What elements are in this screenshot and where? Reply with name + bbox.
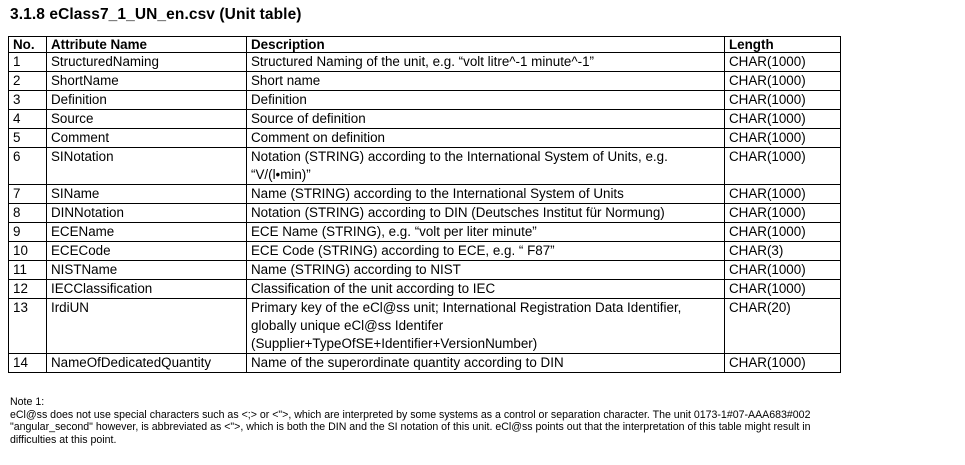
cell-attribute-name: NameOfDedicatedQuantity <box>47 354 247 373</box>
cell-attribute-name: IECClassification <box>47 280 247 299</box>
footnote-text: eCl@ss does not use special characters such as <;> or <">, which are interpreted by some systems as a control or separation character. The unit 0173-1#07-AAA683#002 "angular_second" however, is abbreviated as <">, which is both the DIN and the SI notation of this unit. eCl@ss points out that the interpretation of this table might result in difficulties at this point. <box>10 408 811 446</box>
cell-length: CHAR(1000) <box>725 280 841 299</box>
cell-description: Classification of the unit according to IEC <box>247 280 725 299</box>
cell-attribute-name: DINNotation <box>47 204 247 223</box>
column-header-description: Description <box>247 37 725 53</box>
cell-attribute-name: Comment <box>47 129 247 148</box>
cell-description: Short name <box>247 72 725 91</box>
cell-attribute-name: NISTName <box>47 261 247 280</box>
cell-length: CHAR(3) <box>725 242 841 261</box>
cell-attribute-name: SINotation <box>47 148 247 185</box>
table-row <box>9 261 841 280</box>
cell-no: 13 <box>9 299 47 354</box>
cell-no: 14 <box>9 354 47 373</box>
table-row <box>9 53 841 72</box>
cell-length: CHAR(1000) <box>725 223 841 242</box>
table-row <box>9 148 841 185</box>
cell-no: 5 <box>9 129 47 148</box>
table-row <box>9 223 841 242</box>
cell-length: CHAR(1000) <box>725 185 841 204</box>
table-row <box>9 242 841 261</box>
cell-attribute-name: IrdiUN <box>47 299 247 354</box>
table-row <box>9 280 841 299</box>
table-row <box>9 91 841 110</box>
cell-no: 4 <box>9 110 47 129</box>
cell-description: Comment on definition <box>247 129 725 148</box>
cell-description: ECE Name (STRING), e.g. “volt per liter minute” <box>247 223 725 242</box>
cell-description: Definition <box>247 91 725 110</box>
cell-no: 6 <box>9 148 47 185</box>
cell-description: Source of definition <box>247 110 725 129</box>
cell-description: Name (STRING) according to the International System of Units <box>247 185 725 204</box>
cell-description: Primary key of the eCl@ss unit; International Registration Data Identifier, globally unique eCl@ss Identifer (Supplier+TypeOfSE+Identifier+VersionNumber) <box>247 299 725 354</box>
column-header-length: Length <box>725 37 841 53</box>
table-row <box>9 354 841 373</box>
cell-length: CHAR(1000) <box>725 91 841 110</box>
cell-no: 7 <box>9 185 47 204</box>
table-header-row <box>9 37 841 53</box>
cell-no: 8 <box>9 204 47 223</box>
cell-no: 12 <box>9 280 47 299</box>
cell-attribute-name: ShortName <box>47 72 247 91</box>
cell-description: Name (STRING) according to NIST <box>247 261 725 280</box>
cell-length: CHAR(1000) <box>725 354 841 373</box>
cell-length: CHAR(1000) <box>725 72 841 91</box>
cell-description: Name of the superordinate quantity according to DIN <box>247 354 725 373</box>
cell-length: CHAR(1000) <box>725 261 841 280</box>
footnote <box>10 396 840 446</box>
table-row <box>9 129 841 148</box>
cell-attribute-name: Definition <box>47 91 247 110</box>
cell-attribute-name: ECEName <box>47 223 247 242</box>
table-row <box>9 110 841 129</box>
cell-no: 10 <box>9 242 47 261</box>
table-row <box>9 185 841 204</box>
cell-length: CHAR(1000) <box>725 148 841 185</box>
table-row <box>9 299 841 354</box>
cell-length: CHAR(1000) <box>725 129 841 148</box>
cell-description: ECE Code (STRING) according to ECE, e.g. “ F87” <box>247 242 725 261</box>
cell-no: 3 <box>9 91 47 110</box>
unit-table <box>8 36 841 373</box>
cell-attribute-name: ECECode <box>47 242 247 261</box>
cell-no: 2 <box>9 72 47 91</box>
table-row <box>9 72 841 91</box>
cell-description: Notation (STRING) according to DIN (Deutsches Institut für Normung) <box>247 204 725 223</box>
column-header-attribute-name: Attribute Name <box>47 37 247 53</box>
cell-length: CHAR(20) <box>725 299 841 354</box>
cell-length: CHAR(1000) <box>725 204 841 223</box>
cell-no: 11 <box>9 261 47 280</box>
cell-attribute-name: Source <box>47 110 247 129</box>
cell-description: Structured Naming of the unit, e.g. “volt litre^-1 minute^-1” <box>247 53 725 72</box>
cell-description: Notation (STRING) according to the International System of Units, e.g. “V/(l•min)” <box>247 148 725 185</box>
section-heading: 3.1.8 eClass7_1_UN_en.csv (Unit table) <box>10 6 302 23</box>
cell-no: 1 <box>9 53 47 72</box>
footnote-title: Note 1: <box>10 396 45 408</box>
cell-length: CHAR(1000) <box>725 53 841 72</box>
cell-attribute-name: StructuredNaming <box>47 53 247 72</box>
cell-length: CHAR(1000) <box>725 110 841 129</box>
table-row <box>9 204 841 223</box>
cell-no: 9 <box>9 223 47 242</box>
cell-attribute-name: SIName <box>47 185 247 204</box>
column-header-no: No. <box>9 37 47 53</box>
